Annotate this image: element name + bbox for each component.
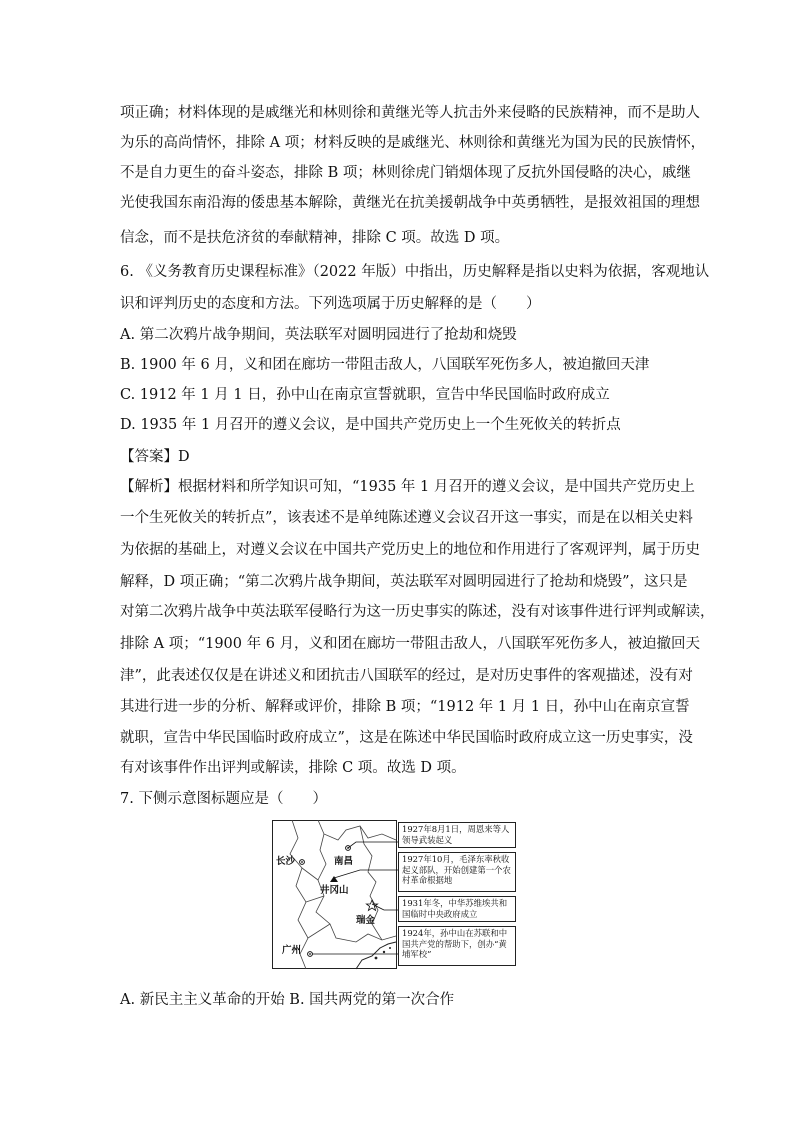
prev-explanation-line-2: 为乐的高尚情怀，排除 A 项；材料反映的是戚继光、林则徐和黄继光为国为民的民族情怀， <box>120 135 706 151</box>
event-box-soviet-republic: 1931年冬，中华苏维埃共和国临时中央政府成立 <box>398 896 516 922</box>
q6-option-a: A. 第二次鸦片战争期间，英法联军对圆明园进行了抢劫和烧毁 <box>120 327 517 343</box>
event-box-autumn-harvest: 1927年10月，毛泽东率秋收起义部队，开始创建第一个农村革命根据地 <box>398 852 516 892</box>
q6-analysis-line-6: 排除 A 项；“1900 年 6 月，义和团在廊坊一带阻击敌人，八国联军死伤多人，被迫撤回天 <box>120 636 701 652</box>
prev-explanation-line-5: 信念，而不是扶危济贫的奉献精神，排除 C 项。故选 D 项。 <box>120 230 510 246</box>
q6-analysis-line-9: 就职，宣告中华民国临时政府成立”，这是在陈述中华民国临时政府成立这一历史事实，没 <box>120 730 693 746</box>
event-box-whampoa: 1924年，孙中山在苏联和中国共产党的帮助下，创办“黄埔军校” <box>398 926 516 966</box>
q6-analysis-line-4: 解释，D 项正确；“第二次鸦片战争期间，英法联军对圆明园进行了抢劫和烧毁”，这只是 <box>120 574 688 590</box>
q6-analysis-line-2: 一个生死攸关的转折点”，该表述不是单纯陈述遵义会议召开这一事实，而是在以相关史料 <box>120 510 693 526</box>
q6-option-b: B. 1900 年 6 月，义和团在廊坊一带阻击敌人，八国联军死伤多人，被迫撤回天津 <box>120 357 650 373</box>
city-ruijin: 瑞金 <box>356 915 376 926</box>
q6-option-c: C. 1912 年 1 月 1 日，孙中山在南京宣誓就职，宣告中华民国临时政府成立 <box>120 387 610 403</box>
event-box-nanchang-uprising: 1927年8月1日，周恩来等人领导武装起义 <box>398 822 516 848</box>
prev-explanation-line-1: 项正确；材料体现的是戚继光和林则徐和黄继光等人抗击外来侵略的民族精神，而不是助人 <box>120 105 700 121</box>
city-nanchang: 南昌 <box>334 856 354 867</box>
q6-analysis-line-1: 【解析】根据材料和所学知识可知，“1935 年 1 月召开的遵义会议，是中国共产党历史上 <box>120 479 695 495</box>
prev-explanation-line-4: 光使我国东南沿海的倭患基本解除，黄继光在抗美援朝战争中英勇牺牲，是报效祖国的理想 <box>120 195 700 211</box>
q6-analysis-line-5: 对第二次鸦片战争中英法联军侵略行为这一历史事实的陈述，没有对该事件进行评判或解读， <box>120 604 715 620</box>
q6-stem-line-2: 识和评判历史的态度和方法。下列选项属于历史解释的是（ ） <box>120 296 541 312</box>
q6-analysis-line-3: 为依据的基础上，对遵义会议在中国共产党历史上的地位和作用进行了客观评判，属于历史 <box>120 542 700 558</box>
city-changsha: 长沙 <box>276 856 296 867</box>
city-guangzhou: 广州 <box>282 945 302 956</box>
q7-options: A. 新民主主义革命的开始 B. 国共两党的第一次合作 <box>120 992 455 1008</box>
q6-analysis-line-7: 津”，此表述仅仅是在讲述义和团抗击八国联军的经过，是对历史事件的客观描述，没有对 <box>120 668 693 684</box>
q6-option-d: D. 1935 年 1 月召开的遵义会议，是中国共产党历史上一个生死攸关的转折点 <box>120 417 621 433</box>
prev-explanation-line-3: 不是自力更生的奋斗姿态，排除 B 项；林则徐虎门销烟体现了反抗外国侵略的决心，戚继 <box>120 165 691 181</box>
q6-stem-line-1: 6. 《义务教育历史课程标准》（2022 年版）中指出，历史解释是指以史料为依据，客观地认 <box>120 264 710 280</box>
q6-analysis-line-10: 有对该事件作出评判或解读，排除 C 项。故选 D 项。 <box>120 760 466 776</box>
q7-stem: 7. 下侧示意图标题应是（ ） <box>120 791 327 807</box>
q6-answer: 【答案】D <box>120 449 190 465</box>
q6-analysis-line-8: 其进行进一步的分析、解释或评价，排除 B 项；“1912 年 1 月 1 日，孙中山在南京宣誓 <box>120 699 690 715</box>
city-jinggangshan: 井冈山 <box>320 885 349 896</box>
